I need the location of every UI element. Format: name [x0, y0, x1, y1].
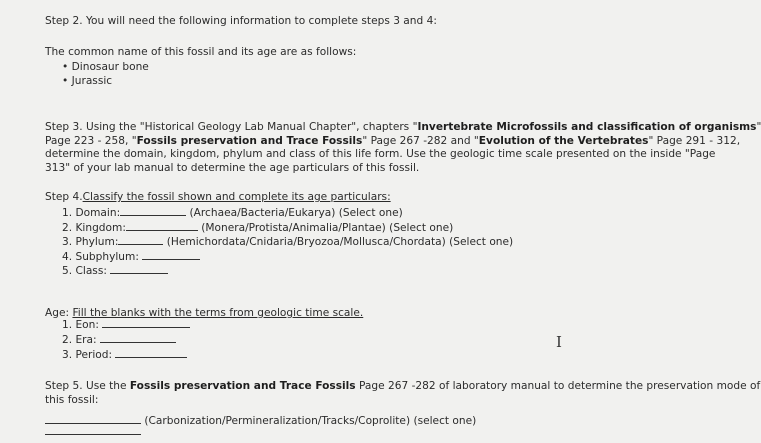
age-list	[62, 318, 190, 363]
period-blank[interactable]	[115, 348, 187, 358]
step3-paragraph	[45, 121, 761, 175]
preservation-blank[interactable]	[45, 414, 141, 424]
phylum-row: 3. Phylum: (Hemichordata/Cnidaria/Bryozoa/Mollusca/Chordata) (Select one)	[62, 236, 514, 248]
step2-bullet-list	[62, 61, 149, 88]
step3-line-4: 313" of your lab manual to determine the age particulars of this fossil.	[45, 161, 420, 174]
class-row: 5. Class:	[62, 264, 513, 279]
step4-heading-link[interactable]: Classify the fossil shown and complete its age particulars:	[82, 191, 391, 203]
subphylum-row: 4. Subphylum:	[62, 250, 513, 265]
step3-line-1: Step 3. Using the "Historical Geology Lab Manual Chapter", chapters "Invertebrate Microfossils and classification of organisms"	[45, 121, 761, 133]
list-item: • Dinosaur bone	[62, 61, 149, 73]
step5-line-2: this fossil:	[45, 393, 99, 406]
step2-intro: The common name of this fossil and its age are as follows:	[45, 46, 357, 58]
domain-row: 1. Domain: (Archaea/Bacteria/Eukarya) (Select one)	[62, 207, 403, 219]
preservation-row	[45, 414, 476, 427]
step5-line-1: Step 5. Use the Fossils preservation and Trace Fossils Page 267 -282 of laboratory manual to determine the preservation mode of	[45, 380, 761, 392]
period-row: 3. Period:	[62, 348, 190, 363]
subphylum-blank[interactable]	[142, 250, 200, 260]
preservation-second-blank[interactable]	[45, 434, 141, 435]
eon-blank[interactable]	[102, 318, 190, 328]
era-row: 2. Era:	[62, 333, 190, 348]
preservation-hint: (Carbonization/Permineralization/Tracks/Coprolite) (select one)	[144, 415, 477, 427]
step4-heading: Step 4.Classify the fossil shown and complete its age particulars:	[45, 191, 391, 203]
step4-list	[62, 206, 513, 279]
step5-paragraph	[45, 380, 760, 407]
step2-heading: Step 2. You will need the following information to complete steps 3 and 4:	[45, 15, 437, 27]
step3-line-3: determine the domain, kingdom, phylum and class of this life form. Use the geologic time scale presented on the inside "Page	[45, 148, 716, 160]
text-cursor-icon: I	[556, 333, 562, 351]
kingdom-row: 2. Kingdom: (Monera/Protista/Animalia/Plantae) (Select one)	[62, 221, 454, 234]
list-item: • Jurassic	[62, 74, 113, 87]
step3-line-2: Page 223 - 258, "Fossils preservation and Trace Fossils" Page 267 -282 and "Evolution of the Vertebrates" Page 291 - 312,	[45, 134, 741, 147]
phylum-blank[interactable]	[118, 235, 163, 245]
age-heading: Age: Fill the blanks with the terms from geologic time scale.	[45, 307, 364, 319]
kingdom-blank[interactable]	[126, 221, 198, 231]
domain-blank[interactable]	[120, 206, 186, 216]
class-blank[interactable]	[110, 264, 168, 274]
age-heading-link[interactable]: Fill the blanks with the terms from geologic time scale.	[72, 307, 364, 319]
era-blank[interactable]	[100, 333, 176, 343]
eon-row: 1. Eon:	[62, 318, 190, 333]
